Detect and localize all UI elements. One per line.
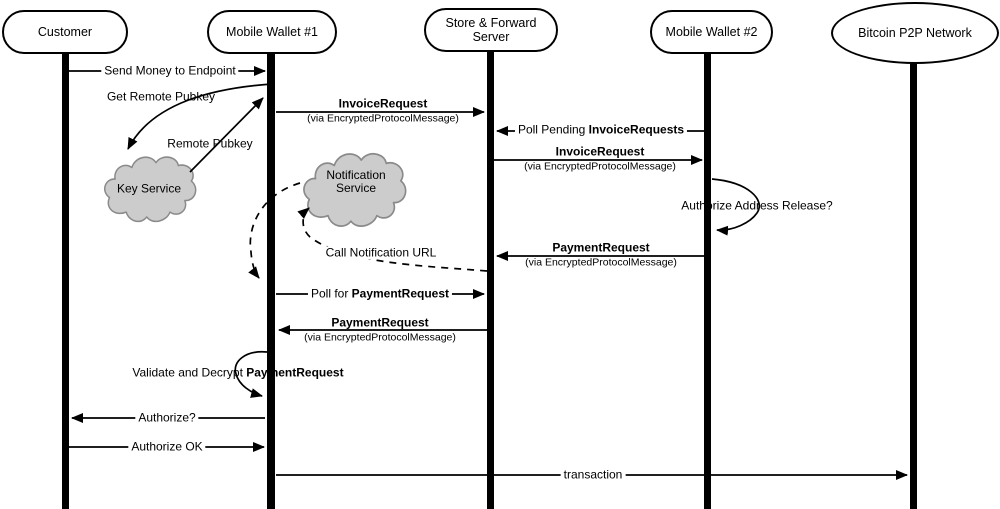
actor-customer-label: Customer <box>37 25 93 39</box>
message-poll-for-payment-bold: PaymentRequest <box>351 286 450 301</box>
message-call-notification-url: Call Notification URL <box>323 247 440 260</box>
message-invoice-request-1-title: InvoiceRequest <box>338 96 428 111</box>
message-validate-decrypt <box>132 367 343 380</box>
notification-service-label-line1: Notification <box>326 168 386 182</box>
key-service-label: Key Service <box>116 181 182 196</box>
message-poll-for-payment-prefix: Poll for <box>310 286 352 301</box>
message-payment-request-w1-title: PaymentRequest <box>331 315 429 330</box>
remote-pubkey-arrow <box>190 98 263 172</box>
message-invoice-request-2-title: InvoiceRequest <box>555 144 645 159</box>
message-poll-pending <box>515 124 687 137</box>
message-authorize-ok: Authorize OK <box>128 441 205 454</box>
message-remote-pubkey: Remote Pubkey <box>167 136 253 151</box>
message-invoice-request-1-sub: (via EncryptedProtocolMessage) <box>307 112 459 125</box>
message-payment-request-w2-title: PaymentRequest <box>552 240 650 255</box>
actor-bitcoin-p2p-network <box>831 2 999 64</box>
actor-bitcoin-p2p-network-label: Bitcoin P2P Network <box>858 26 972 40</box>
message-validate-decrypt-prefix: Validate and Decrypt <box>132 365 247 380</box>
actor-store-forward-server <box>424 8 558 52</box>
message-payment-request-w2-sub: (via EncryptedProtocolMessage) <box>525 256 677 269</box>
message-authorize: Authorize? <box>135 412 198 425</box>
notify-wallet1-dashed-arrow <box>250 183 300 278</box>
actor-customer <box>2 10 128 54</box>
message-validate-decrypt-bold: PaymentRequest <box>246 365 344 380</box>
message-poll-pending-prefix: Poll Pending <box>517 122 589 137</box>
message-send-money: Send Money to Endpoint <box>101 65 238 78</box>
message-get-remote-pubkey: Get Remote Pubkey <box>106 89 216 104</box>
message-invoice-request-2-sub: (via EncryptedProtocolMessage) <box>524 160 676 173</box>
actor-mobile-wallet-1 <box>207 10 337 54</box>
actor-mobile-wallet-2 <box>650 10 773 54</box>
message-authorize-address-release: Authorize Address Release? <box>681 198 833 213</box>
message-poll-for-payment <box>308 288 452 301</box>
actor-store-forward-server-label: Store & Forward Server <box>445 16 537 44</box>
message-payment-request-w1-sub: (via EncryptedProtocolMessage) <box>304 331 456 344</box>
actor-mobile-wallet-2-label: Mobile Wallet #2 <box>665 25 758 39</box>
notification-service-label <box>326 169 385 195</box>
notification-service-label-line2: Service <box>335 181 376 195</box>
message-poll-pending-bold: InvoiceRequests <box>588 122 685 137</box>
actor-mobile-wallet-1-label: Mobile Wallet #1 <box>226 25 318 39</box>
message-transaction: transaction <box>561 469 626 482</box>
